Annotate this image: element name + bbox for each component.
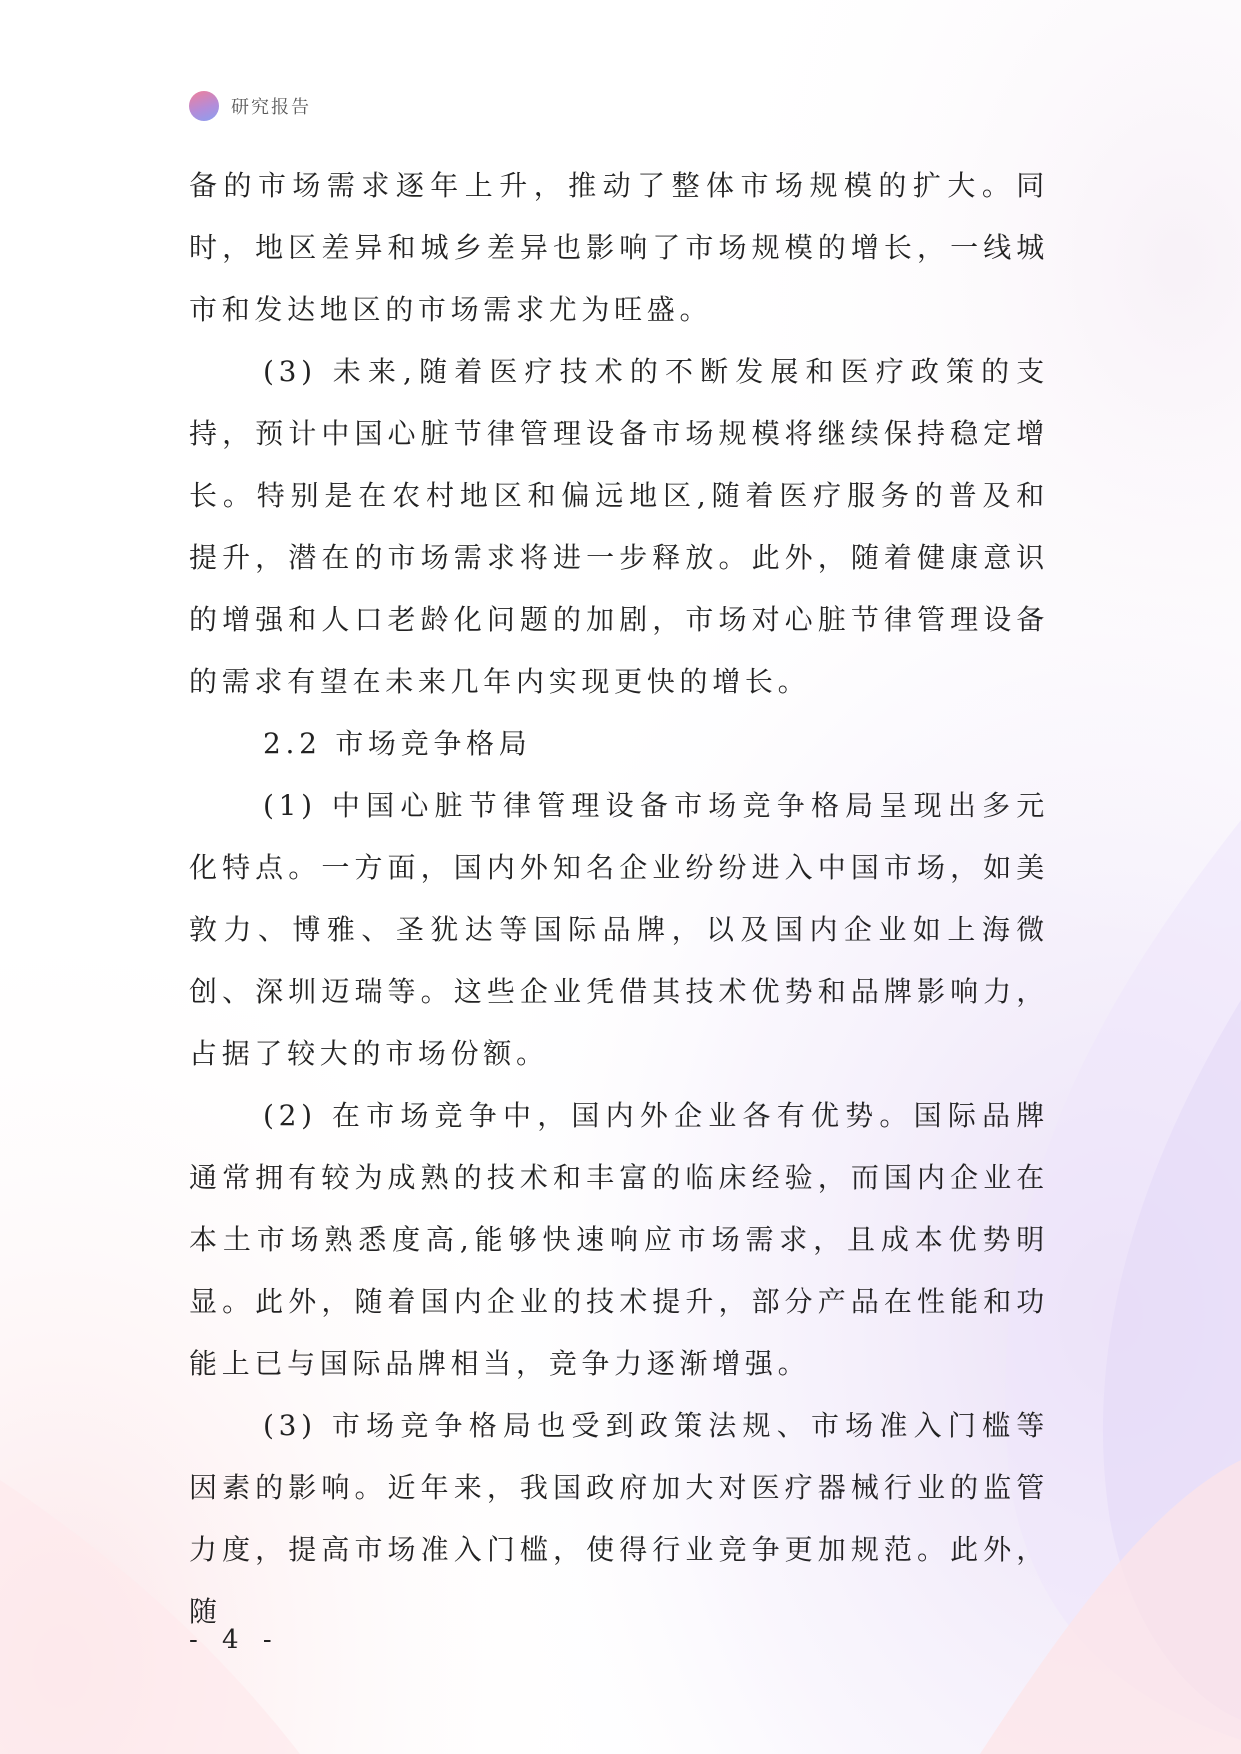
section-heading: 2.2 市场竞争格局: [263, 727, 532, 760]
header-title: 研究报告: [231, 97, 311, 118]
logo-circle-icon: [189, 91, 219, 121]
document-body: [189, 155, 1049, 1643]
paragraph-3-regulation: (3) 市场竞争格局也受到政策法规、市场准入门槛等因素的影响。近年来，我国政府加大对医疗器械行业的监管力度，提高市场准入门槛，使得行业竞争更加规范。此外，随: [189, 1409, 1049, 1628]
paragraph-3-future-outlook: (3) 未来,随着医疗技术的不断发展和医疗政策的支持，预计中国心脏节律管理设备市场规模将继续保持稳定增长。特别是在农村地区和偏远地区,随着医疗服务的普及和提升，潜在的市场需求将进一步释放。此外，随着健康意识的增强和人口老龄化问题的加剧，市场对心脏节律管理设备的需求有望在未来几年内实现更快的增长。: [189, 355, 1049, 698]
report-header: [189, 90, 311, 122]
paragraph-2-advantages: (2) 在市场竞争中，国内外企业各有优势。国际品牌通常拥有较为成熟的技术和丰富的临床经验，而国内企业在本土市场熟悉度高,能够快速响应市场需求，且成本优势明显。此外，随着国内企业的技术提升，部分产品在性能和功能上已与国际品牌相当，竞争力逐渐增强。: [189, 1099, 1049, 1380]
paragraph-1-competition: (1) 中国心脏节律管理设备市场竞争格局呈现出多元化特点。一方面，国内外知名企业纷纷进入中国市场，如美敦力、博雅、圣犹达等国际品牌，以及国内企业如上海微创、深圳迈瑞等。这些企业凭借其技术优势和品牌影响力，占据了较大的市场份额。: [189, 789, 1049, 1070]
page-number: - 4 -: [189, 1625, 280, 1655]
paragraph-continuation: 备的市场需求逐年上升，推动了整体市场规模的扩大。同时，地区差异和城乡差异也影响了市场规模的增长，一线城市和发达地区的市场需求尤为旺盛。: [189, 169, 1049, 326]
